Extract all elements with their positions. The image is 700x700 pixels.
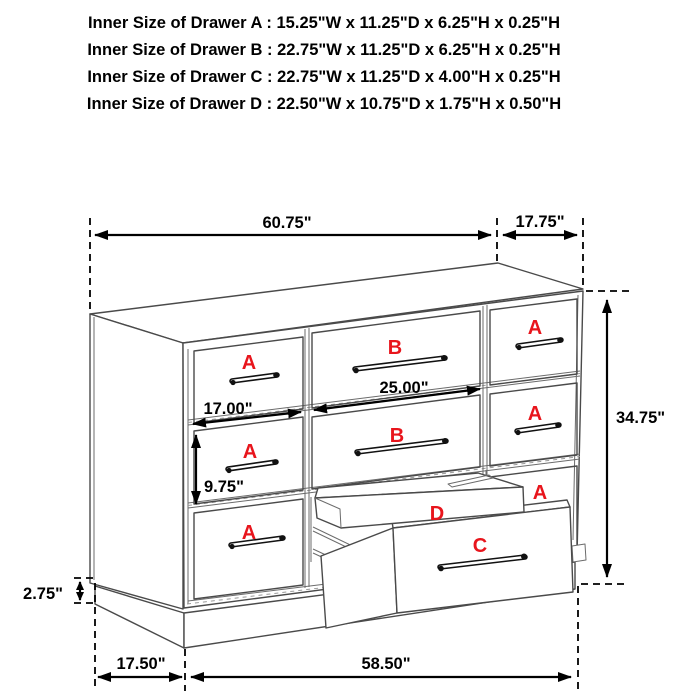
dim-top-width: 60.75" — [262, 214, 312, 232]
right-edge-bracket — [572, 544, 586, 562]
label-drawer-a-left-middle: A — [242, 441, 258, 463]
dim-drawer-b-width: 25.00" — [379, 379, 429, 397]
dim-drawer-a-width: 17.00" — [203, 400, 253, 418]
dim-overall-height: 34.75" — [616, 409, 666, 427]
dim-bottom-width: 58.50" — [361, 655, 411, 673]
label-drawer-c-pulled: C — [472, 535, 488, 557]
label-drawer-a-right-top: A — [527, 317, 543, 339]
header-spec-text — [87, 14, 561, 113]
label-drawer-a-right-middle: A — [527, 403, 543, 425]
dim-drawer-a-height: 9.75" — [204, 478, 244, 496]
spec-line-drawer-d: Inner Size of Drawer D : 22.50"W x 10.75"D x 1.75"H x 0.50"H — [86, 95, 562, 113]
spec-line-drawer-a: Inner Size of Drawer A : 15.25"W x 11.25"D x 6.25"H x 0.25"H — [87, 14, 561, 32]
label-drawer-a-right-bottom: A — [532, 482, 548, 504]
label-drawer-a-left-top: A — [241, 352, 257, 374]
label-drawer-a-left-bottom: A — [241, 522, 257, 544]
dim-bottom-depth: 17.50" — [116, 655, 166, 673]
label-drawer-b-middle: B — [389, 425, 405, 447]
cabinet-side-panel — [90, 314, 183, 609]
spec-line-drawer-b: Inner Size of Drawer B : 22.75"W x 11.25"D x 6.25"H x 0.25"H — [87, 41, 561, 59]
label-drawer-d-tray: D — [429, 503, 445, 525]
dim-base-height: 2.75" — [23, 585, 63, 603]
dim-top-depth: 17.75" — [515, 213, 565, 231]
label-drawer-b-top: B — [387, 337, 403, 359]
spec-line-drawer-c: Inner Size of Drawer C : 22.75"W x 11.25"D x 4.00"H x 0.25"H — [87, 68, 561, 86]
